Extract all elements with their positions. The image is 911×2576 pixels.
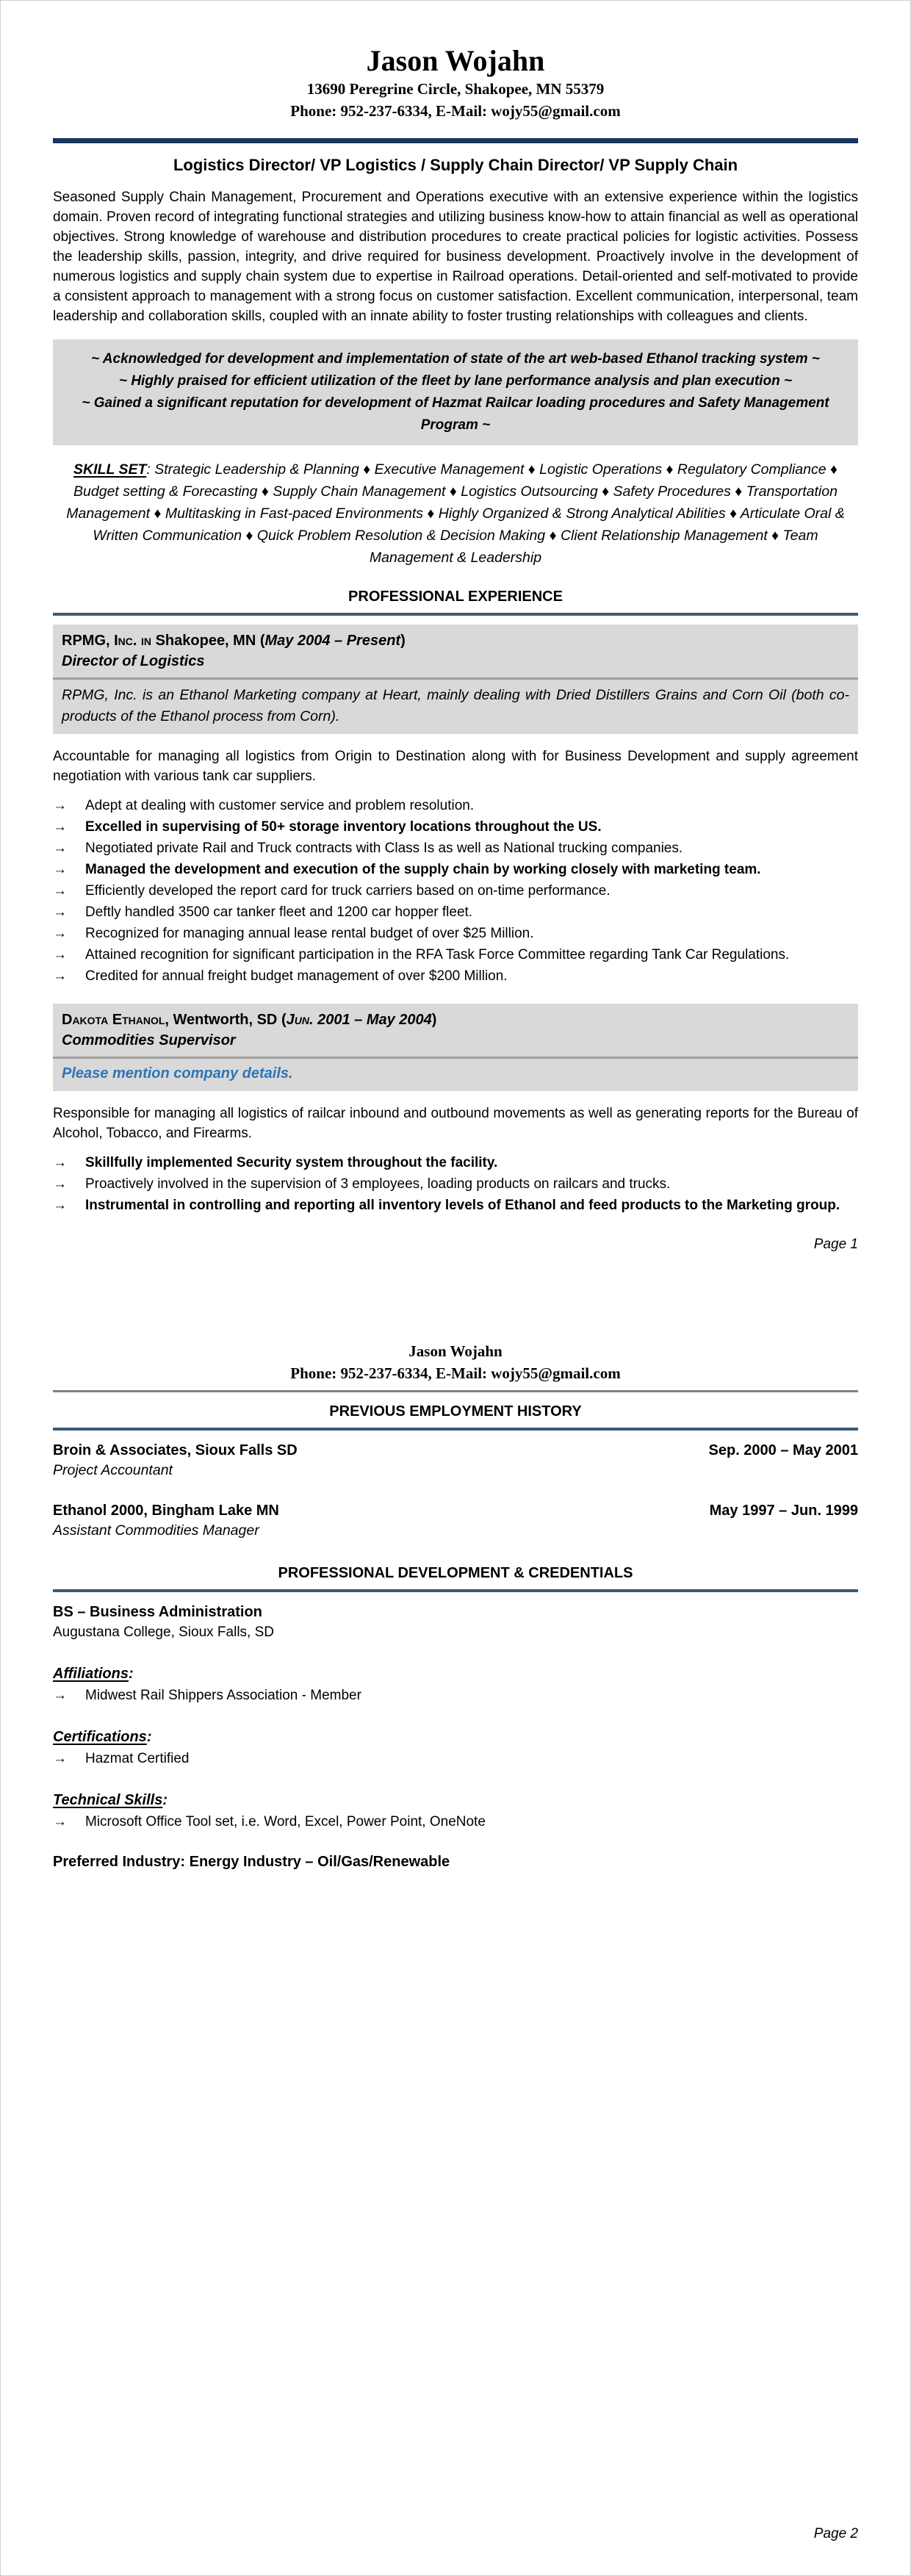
job-rpmg bbox=[53, 625, 858, 986]
arrow-bullet-icon: → bbox=[53, 904, 67, 920]
preferred-industry: Preferred Industry: Energy Industry – Oil/Gas/Renewable bbox=[53, 1854, 450, 1870]
section-heading-previous-employment: PREVIOUS EMPLOYMENT HISTORY bbox=[329, 1403, 582, 1420]
bullet-text: Credited for annual freight budget management of over $200 Million. bbox=[85, 968, 508, 984]
education-degree: BS – Business Administration bbox=[53, 1604, 262, 1620]
previous-role: Project Accountant bbox=[53, 1462, 173, 1478]
bullet-text: Attained recognition for significant participation in the RFA Task Force Committee regarding Tank Car Regulations. bbox=[85, 947, 790, 963]
job-dates: 2001 – May 2004 bbox=[317, 1012, 432, 1028]
previous-company: Ethanol 2000, Bingham Lake MN bbox=[53, 1503, 279, 1519]
bullet-text: Recognized for managing annual lease rental budget of over $25 Million. bbox=[85, 926, 534, 941]
arrow-bullet-icon: → bbox=[53, 819, 67, 835]
job-dakota-ethanol bbox=[53, 1004, 858, 1215]
job-bullet-list bbox=[53, 1153, 858, 1215]
arrow-bullet-icon: → bbox=[53, 1198, 67, 1213]
bullet-item bbox=[53, 1749, 858, 1769]
bullet-text: Negotiated private Rail and Truck contracts with Class Is as well as National trucking companies. bbox=[85, 841, 683, 856]
job-header-box bbox=[53, 1004, 858, 1091]
previous-job-row bbox=[53, 1501, 858, 1521]
affiliations-heading: Affiliations: bbox=[53, 1666, 134, 1682]
arrow-bullet-icon: → bbox=[53, 1176, 67, 1192]
skill-set-items: Strategic Leadership & Planning ♦ Executive Management ♦ Logistic Operations ♦ Regulatory Compliance ♦ Budget setting & Forecasting ♦ Supply Chain Management ♦ Logistics Outsourcing ♦ Safety Procedures ♦ Transportation Management ♦ Multitasking in Fast-paced Environments ♦ Highly Organized & Strong Analytical Abilities ♦ Articulate Oral & Written Communication ♦ Quick Problem Resolution & Decision Making ♦ Client Relationship Management ♦ Team Management & Leadership bbox=[66, 461, 845, 566]
bullet-text: Managed the development and execution of the supply chain by working closely with marketing team. bbox=[85, 862, 761, 877]
candidate-address: 13690 Peregrine Circle, Shakopee, MN 55379 bbox=[306, 80, 605, 98]
bullet-text: Adept at dealing with customer service and problem resolution. bbox=[85, 798, 475, 813]
bullet-text: Efficiently developed the report card for truck carriers based on on-time performance. bbox=[85, 883, 611, 899]
job-company-location: Shakopee, MN bbox=[155, 633, 256, 649]
bullet-item bbox=[53, 1153, 858, 1173]
professional-summary: Seasoned Supply Chain Management, Procurement and Operations executive with an extensive experience within the logistics domain. Proven record of integrating functional strategies and utilizing business know-how to attain financial as well as operational objectives. Strong knowledge of warehouse and distribution procedures to create practical policies for logistic activities. Possess the leadership skills, passion, integrity, and drive required for business development. Proactively involve in the development of numerous logistics and supply chain system due to expertise in Railroad operations. Detail-oriented and self-motivated to provide a consistent approach to management with a strong focus on customer satisfaction. Excellent communication, interpersonal, team leadership and collaboration skills, coupled with an innate ability to foster trusting relationships with colleagues and clients. bbox=[53, 190, 858, 324]
skill-set-label: SKILL SET bbox=[73, 461, 147, 478]
previous-job-row bbox=[53, 1441, 858, 1461]
bullet-item bbox=[53, 1812, 858, 1832]
bullet-text: Skillfully implemented Security system throughout the facility. bbox=[85, 1155, 498, 1170]
highlight-line: ~ Gained a significant reputation for development of Hazmat Railcar loading procedures and Safety Management Program ~ bbox=[82, 395, 829, 433]
bullet-text: Hazmat Certified bbox=[85, 1751, 190, 1766]
page2-footer: Page 2 bbox=[813, 2526, 858, 2541]
bullet-item bbox=[53, 1685, 858, 1705]
bullet-item bbox=[53, 881, 858, 901]
bullet-text: Deftly handled 3500 car tanker fleet and 1200 car hopper fleet. bbox=[85, 904, 473, 920]
page1-footer: Page 1 bbox=[813, 1237, 858, 1252]
affiliations-list bbox=[53, 1685, 858, 1705]
candidate-contact: Phone: 952-237-6334, E-Mail: wojy55@gmail.com bbox=[290, 102, 621, 120]
bullet-item bbox=[53, 1174, 858, 1194]
bullet-item bbox=[53, 945, 858, 965]
job-company-line bbox=[62, 630, 849, 651]
section-rule bbox=[53, 613, 858, 616]
job-dates-close-paren: ) bbox=[400, 633, 406, 649]
job-dates-open-paren: ( bbox=[259, 633, 265, 649]
bullet-text: Instrumental in controlling and reporting all inventory levels of Ethanol and feed products to the Marketing group. bbox=[85, 1198, 840, 1213]
job-dates: May 2004 – Present bbox=[264, 633, 401, 649]
bullet-item bbox=[53, 1195, 858, 1215]
bullet-text: Proactively involved in the supervision of 3 employees, loading products on railcars and trucks. bbox=[85, 1176, 671, 1192]
candidate-contact-page2: Phone: 952-237-6334, E-Mail: wojy55@gmail.com bbox=[290, 1364, 621, 1382]
section-heading-experience: PROFESSIONAL EXPERIENCE bbox=[348, 589, 563, 605]
section-rule bbox=[53, 1589, 858, 1592]
job-company-location: Wentworth, SD bbox=[173, 1012, 278, 1028]
arrow-bullet-icon: → bbox=[53, 798, 67, 813]
company-details-note: Please mention company details. bbox=[62, 1065, 293, 1082]
arrow-bullet-icon: → bbox=[53, 947, 67, 963]
job-intro: Responsible for managing all logistics of railcar inbound and outbound movements as well as generating reports for the Bureau of Alcohol, Tobacco, and Firearms. bbox=[53, 1106, 858, 1141]
arrow-bullet-icon: → bbox=[53, 1155, 67, 1170]
bullet-item bbox=[53, 924, 858, 943]
job-title: Director of Logistics bbox=[62, 653, 205, 669]
job-company-line bbox=[62, 1010, 849, 1030]
arrow-bullet-icon: → bbox=[53, 1688, 67, 1703]
job-bullet-list bbox=[53, 796, 858, 986]
job-title: Commodities Supervisor bbox=[62, 1032, 236, 1048]
certifications-list bbox=[53, 1749, 858, 1769]
target-roles-headline: Logistics Director/ VP Logistics / Supply Chain Director/ VP Supply Chain bbox=[173, 156, 738, 174]
arrow-bullet-icon: → bbox=[53, 1814, 67, 1830]
technical-skills-heading: Technical Skills: bbox=[53, 1792, 168, 1808]
arrow-bullet-icon: → bbox=[53, 862, 67, 877]
header-rule bbox=[53, 138, 858, 143]
section-rule bbox=[53, 1428, 858, 1431]
job-header-box bbox=[53, 625, 858, 734]
previous-company: Broin & Associates, Sioux Falls SD bbox=[53, 1442, 298, 1458]
page2-header-rule bbox=[53, 1390, 858, 1392]
bullet-item bbox=[53, 966, 858, 986]
candidate-name: Jason Wojahn bbox=[366, 44, 545, 77]
arrow-bullet-icon: → bbox=[53, 883, 67, 899]
job-dates-month: Jun. bbox=[286, 1012, 314, 1028]
previous-dates: Sep. 2000 – May 2001 bbox=[708, 1442, 858, 1458]
previous-dates: May 1997 – Jun. 1999 bbox=[709, 1503, 858, 1519]
arrow-bullet-icon: → bbox=[53, 1751, 67, 1766]
bullet-item bbox=[53, 796, 858, 816]
arrow-bullet-icon: → bbox=[53, 968, 67, 984]
bullet-item bbox=[53, 838, 858, 858]
job-dates-close-paren: ) bbox=[431, 1012, 437, 1028]
highlights-box bbox=[53, 339, 858, 445]
skill-set bbox=[53, 458, 858, 569]
bullet-text: Midwest Rail Shippers Association - Member bbox=[85, 1688, 361, 1703]
skill-set-colon: : bbox=[146, 461, 151, 478]
bullet-item bbox=[53, 860, 858, 879]
previous-role: Assistant Commodities Manager bbox=[53, 1522, 259, 1539]
page1-header bbox=[53, 44, 858, 122]
job-company-name: Dakota Ethanol, bbox=[62, 1012, 169, 1028]
technical-skills-list bbox=[53, 1812, 858, 1832]
certifications-heading: Certifications: bbox=[53, 1729, 152, 1745]
page2-header bbox=[53, 1340, 858, 1384]
arrow-bullet-icon: → bbox=[53, 926, 67, 941]
bullet-item bbox=[53, 902, 858, 922]
bullet-text: Excelled in supervising of 50+ storage inventory locations throughout the US. bbox=[85, 819, 602, 835]
education-school: Augustana College, Sioux Falls, SD bbox=[53, 1625, 274, 1640]
arrow-bullet-icon: → bbox=[53, 841, 67, 856]
bullet-text: Microsoft Office Tool set, i.e. Word, Excel, Power Point, OneNote bbox=[85, 1814, 486, 1830]
candidate-name-page2: Jason Wojahn bbox=[408, 1342, 503, 1360]
company-description: RPMG, Inc. is an Ethanol Marketing company at Heart, mainly dealing with Dried Distillers Grains and Corn Oil (both co-products of the Ethanol process from Corn). bbox=[62, 687, 849, 724]
highlight-line: ~ Highly praised for efficient utilization of the fleet by lane performance analysis and plan execution ~ bbox=[118, 373, 793, 389]
job-intro: Accountable for managing all logistics from Origin to Destination along with for Business Development and supply agreement negotiation with various tank car suppliers. bbox=[53, 749, 858, 784]
job-company-name: RPMG, Inc. in bbox=[62, 633, 152, 649]
highlight-line: ~ Acknowledged for development and implementation of state of the art web-based Ethanol tracking system ~ bbox=[91, 351, 820, 367]
job-dates-open-paren: ( bbox=[281, 1012, 287, 1028]
bullet-item bbox=[53, 817, 858, 837]
section-heading-development: PROFESSIONAL DEVELOPMENT & CREDENTIALS bbox=[278, 1565, 633, 1581]
